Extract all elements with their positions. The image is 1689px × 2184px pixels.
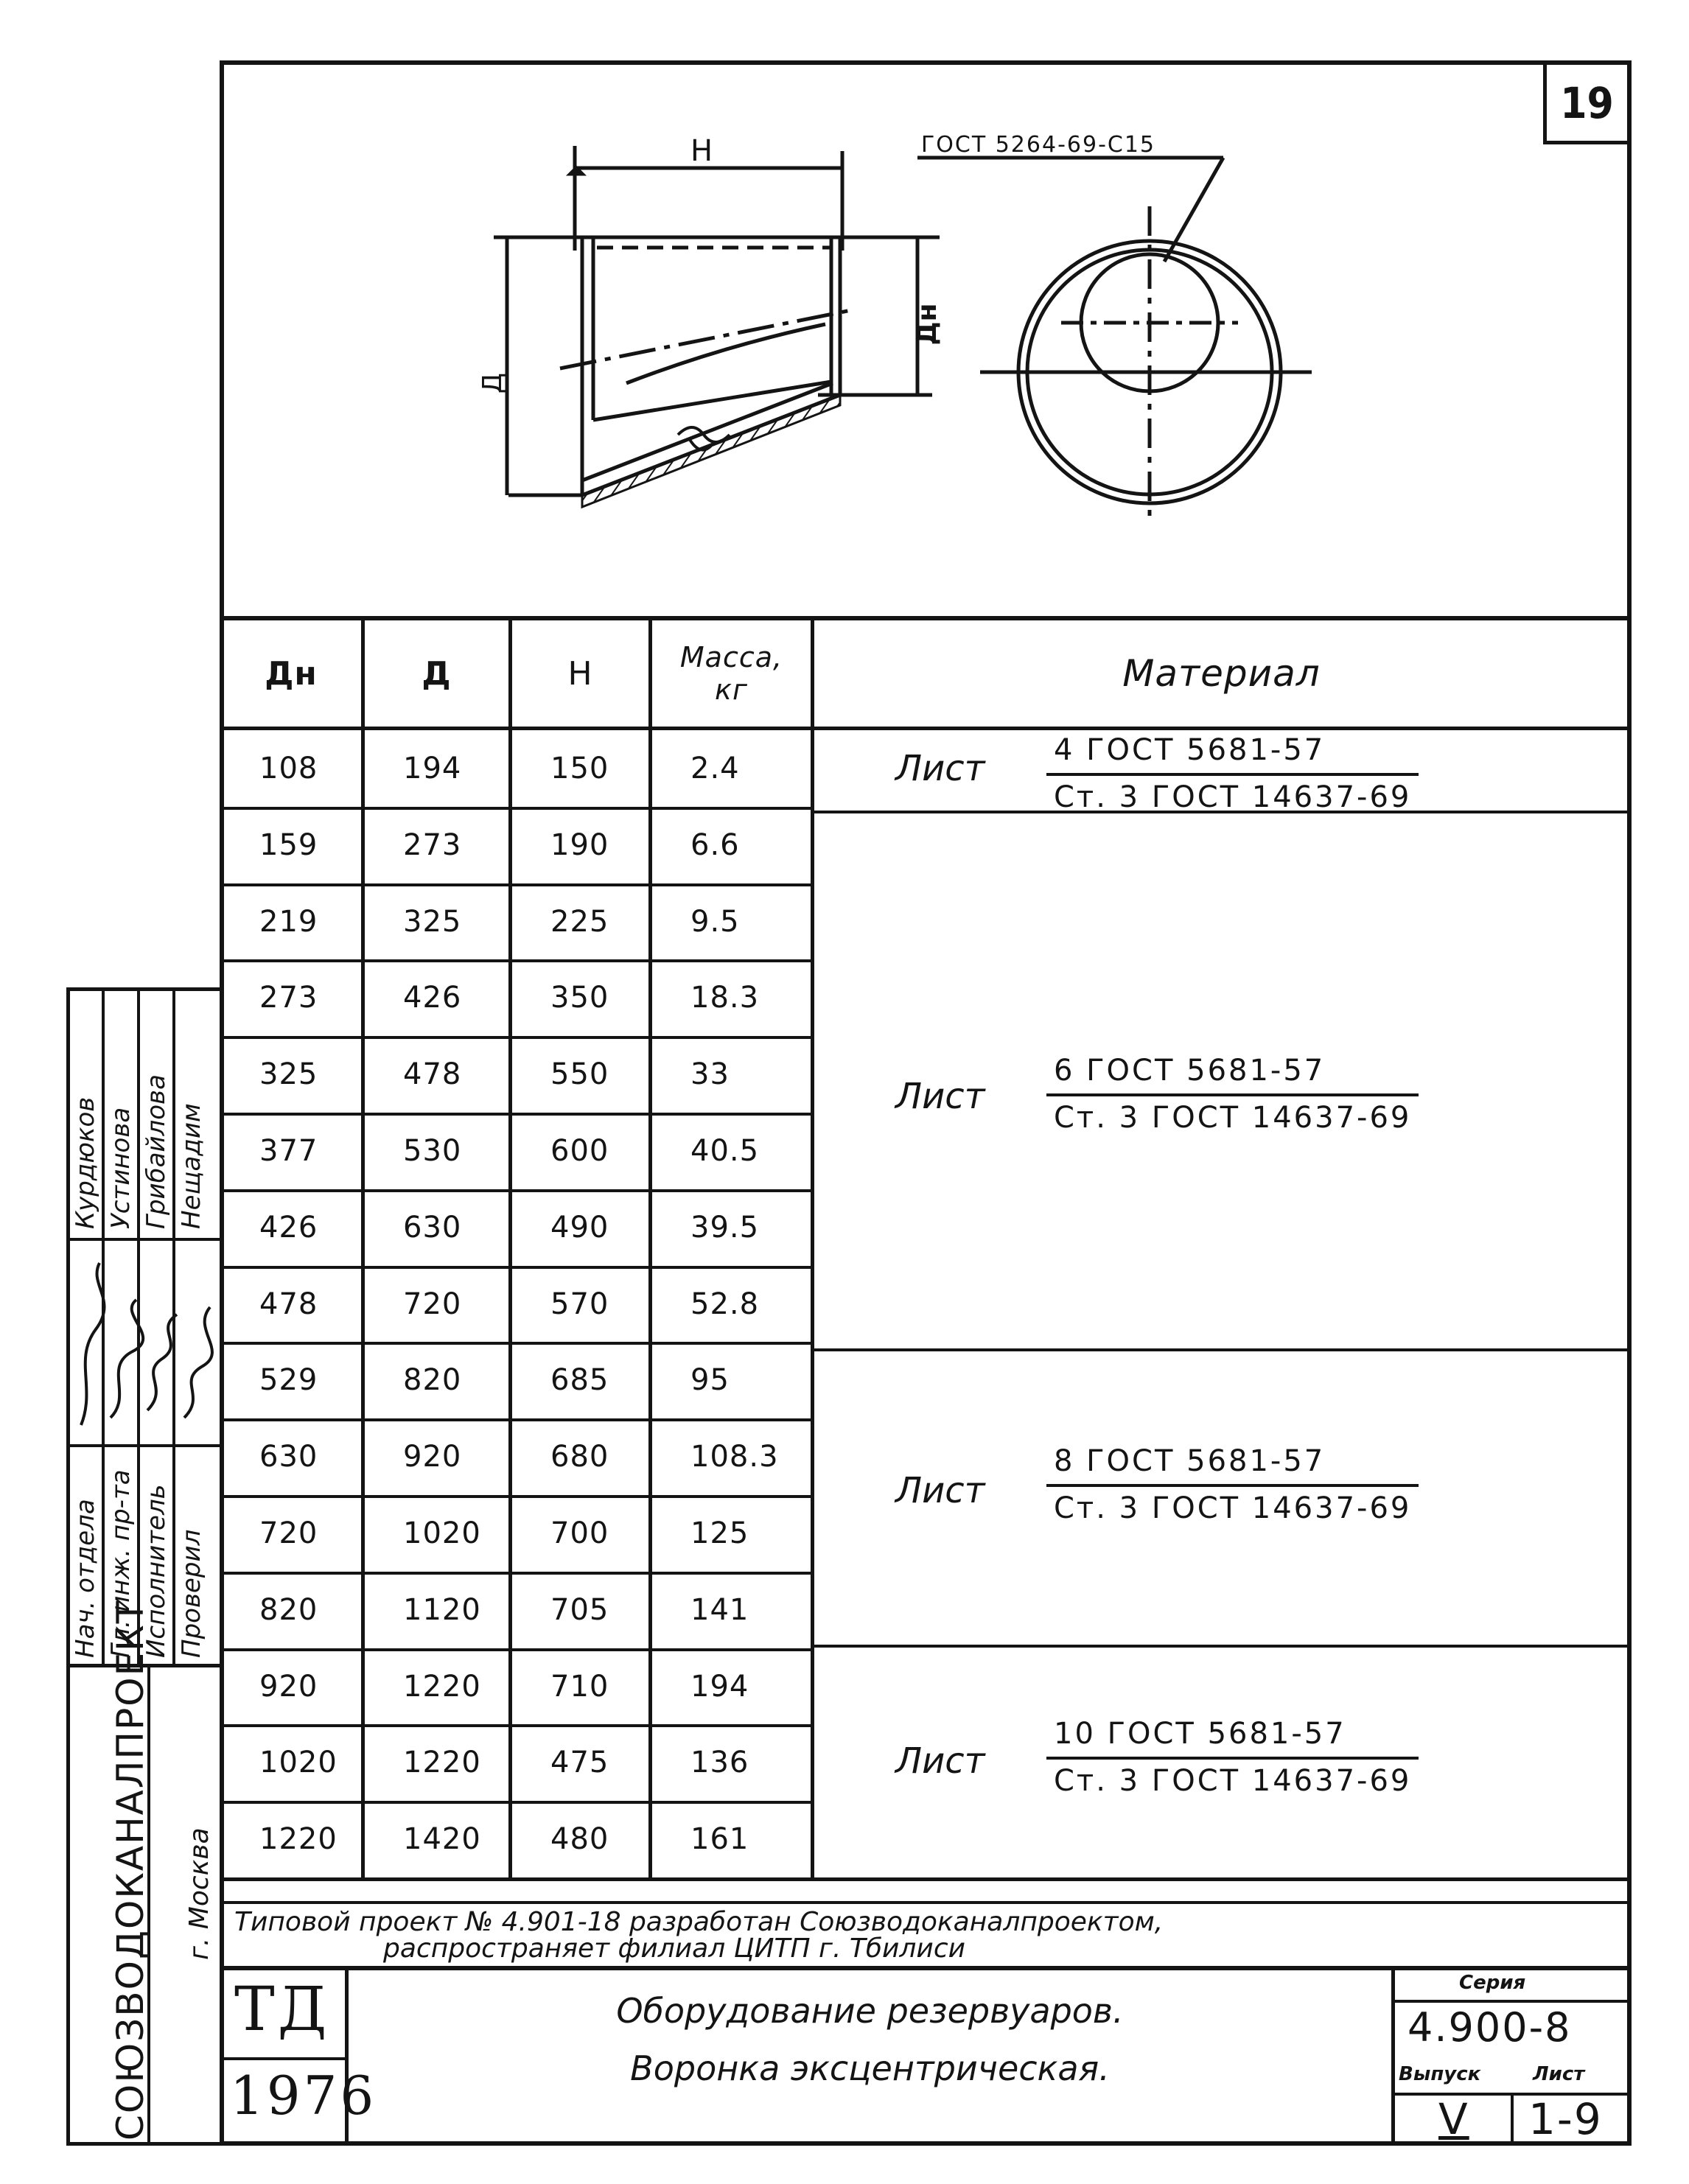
role-executor: Исполнитель — [141, 1484, 171, 1658]
table-cell: 9.5 — [690, 905, 740, 939]
table-cell: 150 — [550, 752, 609, 785]
series-value: 4.900-8 — [1408, 2004, 1572, 2051]
table-cell: 920 — [259, 1670, 318, 1704]
table-cell: 108 — [259, 752, 318, 785]
header-mass: Масса, кг — [679, 641, 783, 706]
material-fraction-3 — [1046, 1444, 1419, 1525]
table-cell: 480 — [550, 1822, 609, 1856]
issue-sheet-sep — [1511, 2093, 1514, 2146]
table-cell: 1220 — [403, 1746, 481, 1779]
table-cell: 530 — [403, 1134, 462, 1168]
name-2: Устинова — [106, 1107, 136, 1229]
table-cell: 1420 — [403, 1822, 481, 1856]
titleblock-sep-right — [1391, 1966, 1395, 2146]
series-label: Серия — [1459, 1972, 1526, 1994]
table-cell: 325 — [259, 1057, 318, 1091]
table-cell: 550 — [550, 1057, 609, 1091]
table-cell: 225 — [550, 905, 609, 939]
header-material: Материал — [1122, 652, 1321, 695]
table-cell: 570 — [550, 1287, 609, 1321]
table-cell: 820 — [259, 1593, 318, 1627]
table-cell: 685 — [550, 1363, 609, 1397]
table-cell: 630 — [259, 1440, 318, 1474]
stamp-year: 1976 — [230, 2065, 377, 2127]
table-cell: 478 — [259, 1287, 318, 1321]
table-cell: 490 — [550, 1211, 609, 1245]
material-fraction-2 — [1046, 1054, 1419, 1135]
table-cell: 39.5 — [690, 1211, 760, 1245]
dim-d-label: Д — [478, 372, 508, 394]
table-cell: 1120 — [403, 1593, 481, 1627]
col-sep-4 — [811, 616, 814, 1879]
header-dn: Дн — [265, 654, 318, 693]
table-cell: 194 — [403, 752, 462, 785]
table-cell: 1220 — [403, 1670, 481, 1704]
table-cell: 720 — [259, 1516, 318, 1550]
table-cell: 52.8 — [690, 1287, 760, 1321]
table-cell: 630 — [403, 1211, 462, 1245]
org-city: г. Москва — [184, 1827, 214, 1960]
table-cell: 125 — [690, 1516, 749, 1550]
name-4: Нещадим — [177, 1103, 206, 1229]
material-word-2: Лист — [895, 1076, 985, 1117]
col-sep-1 — [361, 616, 365, 1879]
table-cell: 33 — [690, 1057, 730, 1091]
issue-label: Выпуск — [1399, 2063, 1481, 2085]
stamp-td: ТД — [234, 1975, 330, 2045]
table-cell: 108.3 — [690, 1440, 779, 1474]
material-fraction-4 — [1046, 1717, 1419, 1798]
header-h: Н — [567, 654, 593, 693]
table-cell: 377 — [259, 1134, 318, 1168]
table-bottom-rule — [220, 1877, 1632, 1881]
table-cell: 159 — [259, 828, 318, 862]
material-top-4: 10 ГОСТ 5681-57 — [1046, 1717, 1419, 1760]
footer-note-line-2: распространяет филиал ЦИТП г. Тбилиси — [383, 1933, 966, 1964]
material-top-3: 8 ГОСТ 5681-57 — [1046, 1444, 1419, 1487]
table-cell: 820 — [403, 1363, 462, 1397]
signatures — [66, 1241, 220, 1444]
titleblock-top-rule — [220, 1966, 1632, 1970]
material-word-4: Лист — [895, 1740, 985, 1782]
table-cell: 1020 — [403, 1516, 481, 1550]
sheet-label: Лист — [1533, 2063, 1585, 2085]
issue-value: V — [1438, 2094, 1469, 2144]
material-word-1: Лист — [895, 748, 985, 789]
table-cell: 705 — [550, 1593, 609, 1627]
name-1: Курдюков — [71, 1096, 100, 1229]
role-chief-engineer: Гл. инж. пр-та — [106, 1469, 136, 1658]
table-cell: 600 — [550, 1134, 609, 1168]
table-cell: 700 — [550, 1516, 609, 1550]
side-stamp-rule-2 — [66, 1444, 220, 1447]
table-cell: 40.5 — [690, 1134, 760, 1168]
table-cell: 194 — [690, 1670, 749, 1704]
material-fraction-1 — [1046, 733, 1419, 814]
table-cell: 273 — [403, 828, 462, 862]
table-cell: 273 — [259, 981, 318, 1015]
table-cell: 478 — [403, 1057, 462, 1091]
sheet-value: 1-9 — [1528, 2094, 1603, 2144]
material-group-rule-3 — [814, 1645, 1632, 1648]
table-cell: 1220 — [259, 1822, 338, 1856]
table-cell: 1020 — [259, 1746, 338, 1779]
table-cell: 325 — [403, 905, 462, 939]
table-cell: 426 — [259, 1211, 318, 1245]
col-sep-2 — [508, 616, 512, 1879]
table-cell: 219 — [259, 905, 318, 939]
series-rule — [1391, 2000, 1632, 2003]
table-cell: 161 — [690, 1822, 749, 1856]
header-d: Д — [422, 654, 452, 693]
role-head-of-dept: Нач. отдела — [71, 1499, 100, 1658]
material-bottom-4: Ст. 3 ГОСТ 14637-69 — [1054, 1764, 1412, 1798]
material-bottom-1: Ст. 3 ГОСТ 14637-69 — [1054, 780, 1412, 814]
note-top-rule — [220, 1901, 1632, 1904]
table-cell: 710 — [550, 1670, 609, 1704]
table-cell: 426 — [403, 981, 462, 1015]
table-cell: 190 — [550, 828, 609, 862]
table-cell: 95 — [690, 1363, 730, 1397]
material-bottom-3: Ст. 3 ГОСТ 14637-69 — [1054, 1491, 1412, 1525]
funnel-drawing — [0, 0, 1689, 648]
table-cell: 720 — [403, 1287, 462, 1321]
name-3: Грибайлова — [141, 1074, 171, 1229]
org-name: СОЮЗВОДОКАНАЛПРОЕКТ — [109, 1599, 152, 2141]
table-cell: 920 — [403, 1440, 462, 1474]
table-cell: 18.3 — [690, 981, 760, 1015]
material-group-rule-2 — [814, 1348, 1632, 1351]
sheet-number: 19 — [1543, 65, 1627, 144]
titleblock-td-rule — [220, 2057, 346, 2060]
table-cell: 475 — [550, 1746, 609, 1779]
footer-note-line-1: Типовой проект № 4.901-18 разработан Союзводоканалпроектом, — [234, 1907, 1164, 1937]
table-cell: 680 — [550, 1440, 609, 1474]
table-cell: 141 — [690, 1593, 749, 1627]
material-word-3: Лист — [895, 1470, 985, 1511]
gost-weld-label: ГОСТ 5264-69-С15 — [921, 132, 1156, 158]
table-cell: 2.4 — [690, 752, 740, 785]
material-top-2: 6 ГОСТ 5681-57 — [1046, 1054, 1419, 1096]
title-line-2: Воронка эксцентрическая. — [630, 2048, 1110, 2088]
table-cell: 136 — [690, 1746, 749, 1779]
role-checker: Проверил — [177, 1529, 206, 1658]
material-bottom-2: Ст. 3 ГОСТ 14637-69 — [1054, 1101, 1412, 1135]
dim-h-label: H — [690, 134, 713, 168]
table-cell: 6.6 — [690, 828, 740, 862]
end-view — [917, 158, 1312, 523]
title-line-1: Оборудование резервуаров. — [616, 1991, 1124, 2031]
table-cell: 350 — [550, 981, 609, 1015]
table-cell: 529 — [259, 1363, 318, 1397]
material-top-1: 4 ГОСТ 5681-57 — [1046, 733, 1419, 776]
col-sep-3 — [648, 616, 652, 1879]
dim-dn-label: Дн — [912, 303, 943, 346]
